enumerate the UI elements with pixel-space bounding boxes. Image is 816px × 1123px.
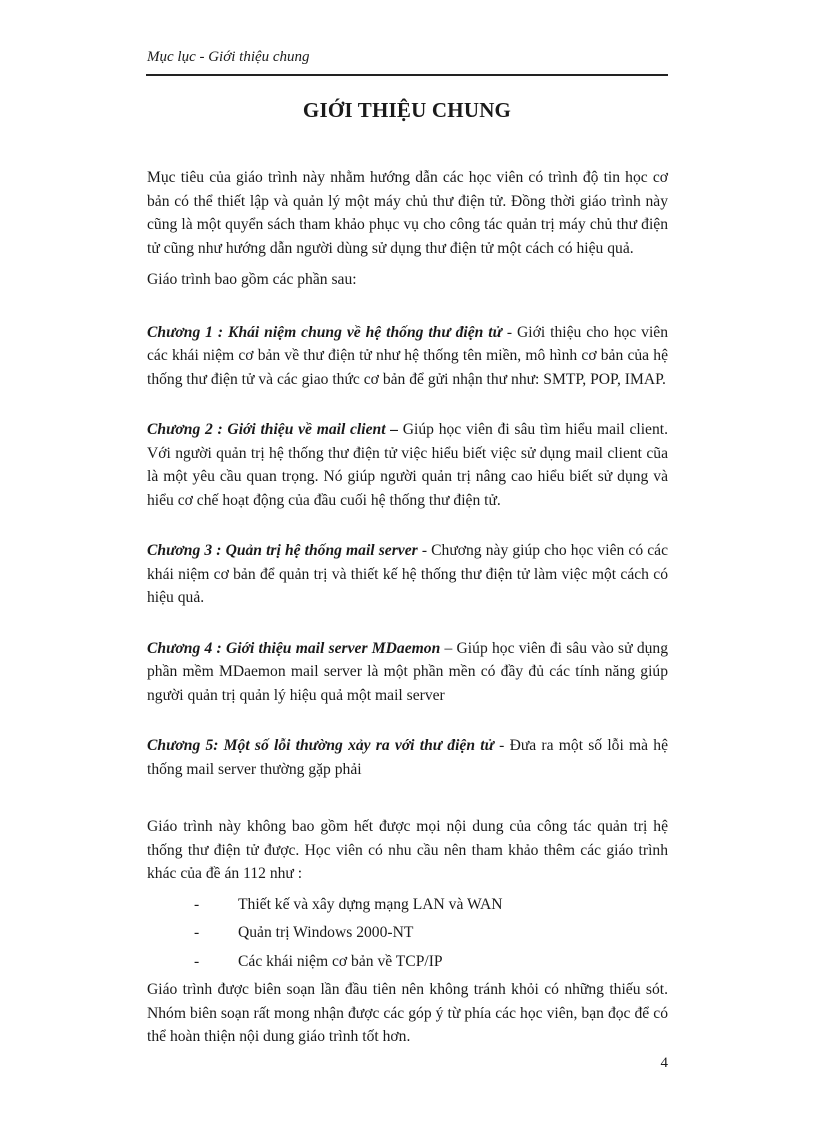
chapter-3-description: - Chương này giúp cho học viên có các khái niệm cơ bản để quản trị và thiết kế hệ thống thư điện tử làm việc một cách có hiệu quả. xyxy=(147,542,668,606)
bullet-dash: - xyxy=(194,924,200,941)
chapter-2-description: Giúp học viên đi sâu tìm hiểu mail client. Với người quản trị hệ thống thư điện tử việc hiểu biết việc sử dụng mail client cũa là một yêu cầu quan trọng. Nó giúp người quản trị nâng cao hiểu biết sử dụng và hiểu cơ chế hoạt động của đầu cuối hệ thống thư điện tử. xyxy=(147,421,668,509)
list-item xyxy=(147,893,668,917)
reference-list xyxy=(147,893,668,974)
list-item-text: Thiết kế và xây dựng mạng LAN và WAN xyxy=(238,895,503,913)
chapter-5-description: - Đưa ra một số lỗi mà hệ thống mail server thường gặp phải xyxy=(147,737,668,778)
reference-note: Giáo trình này không bao gồm hết được mọi nội dung của công tác quản trị hệ thống thư điện tử được. Học viên có nhu cầu nên tham khảo thêm các giáo trình khác của đề án 112 như : xyxy=(147,818,668,882)
contents-intro: Giáo trình bao gồm các phần sau: xyxy=(147,271,357,288)
header-divider xyxy=(146,74,668,76)
chapter-4-description: – Giúp học viên đi sâu vào sử dụng phần mềm MDaemon mail server là một phần mền có đầy đủ các tính năng giúp người quản trị quản lý hiệu quả một mail server xyxy=(147,639,669,704)
chapter-5-paragraph xyxy=(147,734,668,781)
chapter-3-title: Chương 3 : Quản trị hệ thống mail server xyxy=(147,542,418,559)
page-title: GIỚI THIỆU CHUNG xyxy=(302,98,512,122)
page-number: 4 xyxy=(660,1055,668,1071)
chapter-4-title: Chương 4 : Giới thiệu mail server MDaemon xyxy=(147,639,441,657)
list-item xyxy=(147,921,668,945)
chapter-2-title: Chương 2 : Giới thiệu về mail client – xyxy=(147,421,399,438)
chapter-1-title: Chương 1 : Khái niệm chung về hệ thống thư điện tử xyxy=(147,323,502,341)
chapter-3-paragraph xyxy=(147,539,668,610)
chapter-1-paragraph xyxy=(147,321,668,392)
chapter-2-paragraph xyxy=(147,418,668,512)
document-body xyxy=(147,166,668,1049)
chapter-1-description: - Giới thiệu cho học viên các khái niệm cơ bản về thư điện tử như hệ thống tên miền, mô hình cơ bản của hệ thống thư điện tử và các giao thức cơ bản để gửi nhận thư như: SMTP, POP, IMAP. xyxy=(147,323,668,388)
bullet-dash: - xyxy=(194,952,200,970)
chapter-4-paragraph xyxy=(147,637,668,708)
chapter-5-title: Chương 5: Một số lỗi thường xảy ra với thư điện tử xyxy=(147,737,494,754)
list-item xyxy=(147,950,668,974)
closing-paragraph: Giáo trình được biên soạn lần đầu tiên nên không tránh khỏi có những thiếu sót. Nhóm biên soạn rất mong nhận được các góp ý từ phía các học viên, bạn đọc để có thể hoàn thiện nội dung giáo trình tốt hơn. xyxy=(147,981,668,1045)
running-header: Mục lục - Giới thiệu chung xyxy=(147,49,310,65)
bullet-dash: - xyxy=(194,895,200,913)
list-item-text: Quản trị Windows 2000-NT xyxy=(238,924,414,941)
list-item-text: Các khái niệm cơ bản về TCP/IP xyxy=(238,952,443,970)
intro-paragraph: Mục tiêu của giáo trình này nhằm hướng dẫn các học viên có trình độ tin học cơ bản có thể thiết lập và quản lý một máy chủ thư điện tử. Đồng thời giáo trình này cũng là một quyển sách tham khảo phục vụ cho công tác quản trị máy chủ thư điện tử cũng như hướng dẫn người dùng sử dụng thư điện tử một cách có hiệu quả. xyxy=(147,169,668,257)
